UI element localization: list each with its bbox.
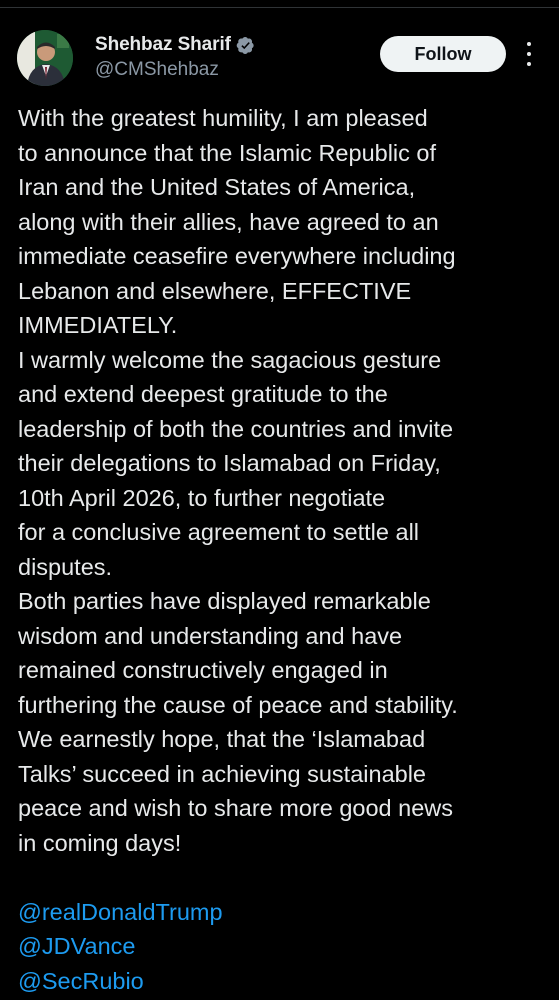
more-dot: [527, 62, 531, 66]
tweet-line: peace and wish to share more good news: [18, 795, 454, 821]
more-dot: [527, 52, 531, 56]
tweet-line: disputes.: [18, 553, 113, 580]
follow-button[interactable]: Follow: [380, 36, 506, 72]
tweet-line: With the greatest humility, I am pleased: [18, 105, 428, 131]
tweet-line: and extend deepest gratitude to the: [18, 381, 388, 407]
tweet-line: to announce that the Islamic Republic of: [18, 139, 437, 166]
tweet-line: wisdom and understanding and have: [18, 622, 403, 649]
tweet-line: Talks’ succeed in achieving sustainable: [18, 760, 427, 787]
tweet-line: along with their allies, have agreed to an: [18, 208, 439, 235]
mention-link[interactable]: @JDVance: [18, 933, 136, 959]
tweet-line: in coming days!: [18, 829, 182, 856]
tweet-line: 10th April 2026, to further negotiate: [18, 484, 386, 511]
tweet-line: leadership of both the countries and invite: [18, 415, 454, 442]
tweet-line: We earnestly hope, that the ‘Islamabad: [18, 726, 426, 752]
avatar[interactable]: [17, 30, 73, 86]
more-horizontal-icon[interactable]: [519, 42, 539, 66]
tweet-line: IMMEDIATELY.: [18, 312, 178, 338]
display-name[interactable]: Shehbaz Sharif: [95, 34, 231, 55]
tweet-line: Lebanon and elsewhere, EFFECTIVE: [18, 277, 412, 304]
tweet-line: for a conclusive agreement to settle all: [18, 519, 420, 545]
tweet-text: [18, 101, 548, 998]
paragraph-gap: [18, 860, 548, 895]
tweet-header: [17, 30, 542, 86]
verified-badge-icon[interactable]: [236, 36, 255, 55]
tweet-line: remained constructively engaged in: [18, 657, 388, 683]
avatar-image: [17, 30, 73, 86]
author-handle[interactable]: @CMShehbaz: [95, 59, 219, 80]
top-divider: [0, 0, 559, 8]
author-names: [95, 33, 255, 81]
mention-link[interactable]: @realDonaldTrump: [18, 898, 223, 925]
mention-link[interactable]: @SecRubio: [18, 967, 144, 994]
tweet-line: immediate ceasefire everywhere including: [18, 243, 456, 269]
tweet-line: their delegations to Islamabad on Friday,: [18, 450, 441, 476]
tweet-line: furthering the cause of peace and stability.: [18, 691, 458, 718]
tweet-line: Both parties have displayed remarkable: [18, 588, 431, 614]
tweet-line: I warmly welcome the sagacious gesture: [18, 346, 442, 373]
display-name-row: [95, 33, 255, 57]
tweet-line: Iran and the United States of America,: [18, 174, 416, 200]
more-dot: [527, 42, 531, 46]
